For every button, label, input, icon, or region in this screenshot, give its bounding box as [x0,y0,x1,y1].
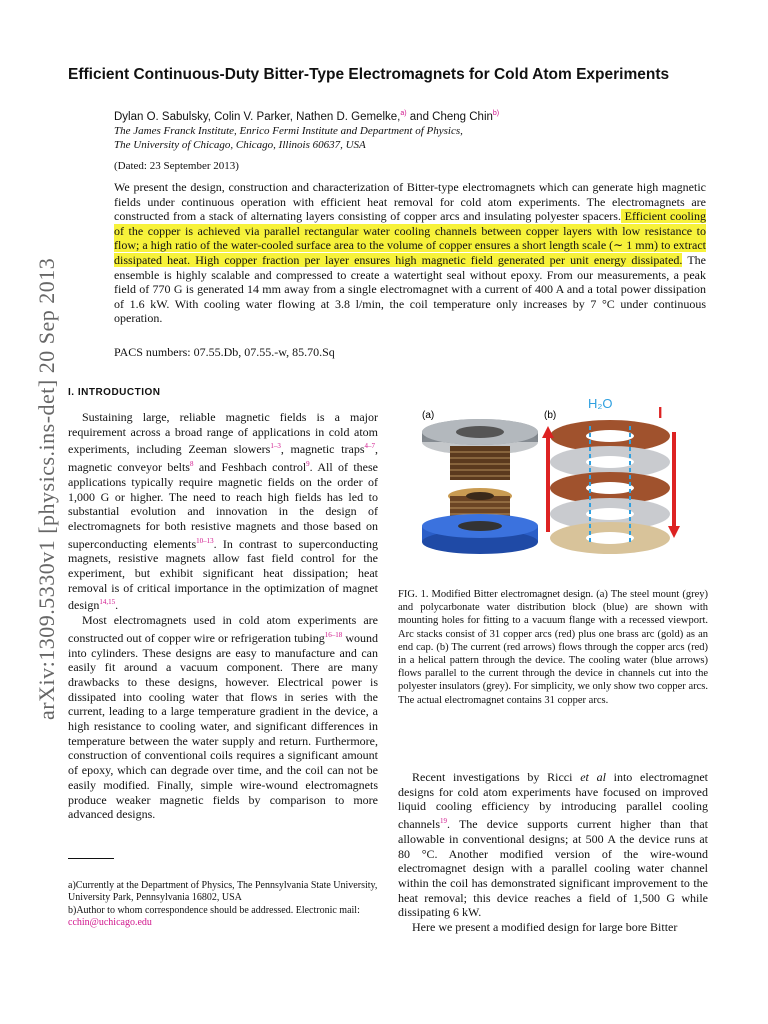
abstract-highlighted: Efficient cooling of the copper is achieved via parallel rectangular water cooling channels between copper layers with low resistance to flow; a high ratio of the water-cooled surface area to the volume of copper ensures a short length scale (∼ 1 mm) to extract dissipated heat. High copper fraction per layer ensures high magnetic field generated per unit energy dissipated. [114,209,706,267]
exploded-stack-b [542,420,680,554]
affiliation [114,124,674,152]
date-line: (Dated: 23 September 2013) [114,160,239,172]
citation-link[interactable]: 10–13 [196,536,214,545]
intro-column [68,410,378,822]
affiliation-line-1: The James Franck Institute, Enrico Fermi Institute and Department of Physics, [114,125,463,137]
citation-link[interactable]: 1–3 [270,442,281,451]
citation-link[interactable]: 4–7 [364,442,375,451]
body-paragraph: Recent investigations by Ricci et al into electromagnet designs for cold atom experiments have focused on improved liquid cooling efficiency by introducing parallel cooling channels$^{19}$. The device supports current higher than that allowable in conventional designs; at 500 A the device runs at 80 °C. Another modified version of the wire-wound electromagnet design with a parallel cooling water channel within the coil has demonstrated significant improvement to the heat removal; this device reaches a field of 1,500 G while dissipating 6 kW. [398,770,708,920]
footnote-b: b)Author to whom correspondence should be addressed. Electronic mail: cchin@uchicago.edu [68,904,360,929]
footnote-marker-b[interactable]: b) [492,110,500,117]
intro-paragraph-2: Most electromagnets used in cold atom experiments are constructed out of copper wire or refrigeration tubing$^{16-18}$ wound into cylinders. These designs are easy to manufacture and can easily fit around a vacuum component. There are many drawbacks to these designs, however. Electrical power is dissipated into cooling water that flows in series with the current, leading to a large temperature gradient in the device, a high resistance to cooling water, and significant differences in temperature between the water supply and return. Furthermore, construction of conventional coils requires a significant amount of epoxy, which can degrade over time, and the coil can not be easily modified. Finally, simple wire-wound electromagnets produce weaker magnetic fields by comparison to more advanced designs. [68,613,378,822]
citation-link[interactable]: 19 [439,817,447,826]
footnote-rule [68,858,114,859]
abstract-end: The ensemble is highly scalable and compressed to create a watertight seal without epoxy. From our measurements, a peak field of 770 G is generated 14 mm away from a single electromagnet with a current of 400 A and a total power dissipation of 1.6 kW. With cooling water flowing at 3.8 l/min, the coil temperature only increases by 7 °C under continuous operation. [114,252,706,326]
arxiv-sidebar [14,250,59,720]
footnote-marker-a[interactable]: a) [400,110,407,117]
panel-label-a: (a) [422,410,435,421]
author-list [114,110,674,123]
body-paragraph: Here we present a modified design for large bore Bitter [412,920,678,935]
citation-link[interactable]: 9 [306,460,310,469]
footnotes [68,880,380,930]
section-heading: I. INTRODUCTION [68,387,161,398]
intro-paragraph-1: Sustaining large, reliable magnetic fields is a major requirement across a broad range of applications in cold atom experiments, including Zeeman slowers$^{1-3}$, magnetic traps$^{4-7}$, magnetic conveyor belts$^8$ and Feshbach control$^9$. All of these applications typically require magnetic fields on the order of 1,000 G or higher. The need to reach high fields has led to substantial evolution and innovation in the design of electromagnets for both resistive magnets and those based on superconducting elements$^{10-13}$. In contrast to superconducting magnets, resistive magnets allow fast field control for the experiment, but exhibit significant heat dissipation; heat removal is of critical importance in the optimization of magnet design$^{14,15}$. [68,410,379,613]
right-column-text [398,770,708,935]
citation-link[interactable]: 14,15 [99,598,116,607]
panel-label-b: (b) [544,410,557,421]
abstract [114,180,706,326]
figure-1 [398,392,708,562]
author-names: Dylan O. Sabulsky, Colin V. Parker, Nathen D. Gemelke, [114,110,401,123]
assembled-magnet-a [422,419,538,554]
current-label: I [658,405,663,422]
figure-caption: FIG. 1. Modified Bitter electromagnet design. (a) The steel mount (grey) and polycarbonate water distribution block (blue) are shown with mounting holes for fitting to a vacuum flange with a recessed viewport. Arc stacks consist of 31 copper arcs (red) plus one brass arc (gold) as an end cap. (b) The current (red arrows) flows through the copper arcs (red) in a helical pattern through the device. The cooling water (blue arrows) flows parallel to the current through the device in channels cut into the polyester insulators (grey). For simplicity, we only show two copper arcs. The actual electromagnet contains 31 copper arcs. [398,589,708,706]
author-last: and Cheng Chin [406,110,493,123]
affiliation-line-2: The University of Chicago, Chicago, Illinois 60637, USA [114,139,366,151]
paper-title: Efficient Continuous-Duty Bitter-Type Electromagnets for Cold Atom Experiments [68,66,670,83]
citation-link[interactable]: 16–18 [324,630,343,639]
abstract-start: We present the design, construction and characterization of Bitter-type electromagnets which can generate high magnetic fields under continuous operation with efficient heat removal for cold atom experiments. The electromagnets are constructed from a stack of alternating layers consisting of copper arcs and insulating polyester spacers. [114,180,706,224]
citation-link[interactable]: 8 [189,460,194,469]
email-link[interactable]: cchin@uchicago.edu [68,917,152,929]
arxiv-identifier: arXiv:1309.5330v1 [physics.ins-det] 20 Sep 2013 [34,257,59,720]
pacs-numbers: PACS numbers: 07.55.Db, 07.55.-w, 85.70.Sq [114,345,335,359]
footnote-a: a)Currently at the Department of Physics, The Pennsylvania State University, University Park, Pennsylvania 16802, USA [68,880,378,904]
water-label: H₂O [588,396,613,411]
